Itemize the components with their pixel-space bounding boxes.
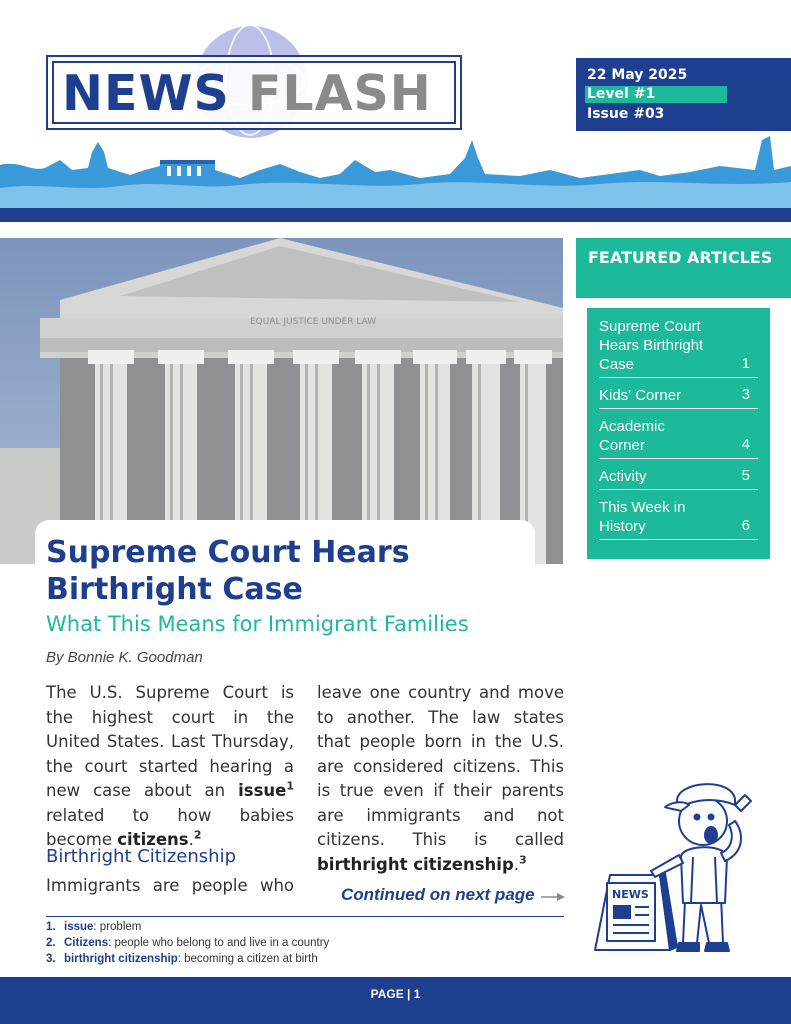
featured-item-page: 3	[741, 386, 750, 403]
term-birthright-citizenship: birthright citizenship	[317, 854, 514, 874]
featured-item-page: 4	[741, 436, 750, 453]
masthead	[0, 0, 791, 222]
issue-date: 22 May 2025	[587, 67, 688, 83]
footnote-3: 3. birthright citizenship: becoming a citizen at birth	[46, 953, 318, 965]
article-paragraph-1: The U.S. Supreme Court is the highest court in the United States. Last Thursday, the court started hearing a new case about an issue$^1$ related to how babies become citizens.$^2$	[46, 683, 294, 849]
featured-item-supreme-court[interactable]	[599, 317, 758, 378]
footnote-2: 2. Citizens: people who belong to and live in a country	[46, 937, 330, 949]
city-skyline-illustration	[0, 130, 791, 210]
featured-item-activity[interactable]	[599, 467, 758, 490]
featured-item-title: Kids' Corner	[599, 387, 682, 404]
featured-articles-title: FEATURED ARTICLES	[588, 248, 773, 267]
featured-item-title: Activity	[599, 468, 647, 485]
featured-item-academic-corner[interactable]	[599, 417, 758, 459]
footnote-1: 1. issue: problem	[46, 921, 142, 933]
term-citizens: citizens	[117, 830, 189, 849]
article-byline: By Bonnie K. Goodman	[46, 649, 203, 666]
section-heading-birthright: Birthright Citizenship	[46, 846, 237, 867]
article-paragraph-2-cont: leave one country and move to another. The law states that people born in the U.S. are considered citizens. This is true even if their parents are immigrants and not citizens. This is called birthright citizenship.$^3$	[317, 683, 564, 874]
featured-item-title: This Week in History	[599, 499, 686, 535]
article-subheadline: What This Means for Immigrant Families	[46, 612, 469, 636]
arrow-right-icon	[541, 893, 565, 901]
issue-level: Level #1	[587, 86, 656, 102]
logo-word-news: NEWS	[62, 65, 230, 122]
featured-item-kids-corner[interactable]	[599, 386, 758, 409]
issue-info-box	[576, 58, 791, 131]
featured-item-title: Supreme Court Hears Birthright Case	[599, 318, 704, 373]
logo-word-flash: FLASH	[247, 65, 432, 122]
featured-articles-header	[576, 238, 791, 298]
article-headline: Supreme Court Hears Birthright Case	[46, 535, 410, 607]
header-divider-bar	[0, 208, 791, 222]
newsboy-cartoon-illustration	[585, 765, 765, 960]
featured-item-page: 5	[741, 467, 750, 484]
featured-item-page: 6	[741, 517, 750, 534]
continued-link[interactable]: Continued on next page	[341, 885, 535, 904]
issue-number: Issue #03	[587, 106, 665, 122]
page-footer	[0, 977, 791, 1024]
featured-item-page: 1	[741, 355, 750, 372]
article-paragraph-2-start: Immigrants are people who	[46, 876, 294, 895]
frieze-inscription: EQUAL JUSTICE UNDER LAW	[250, 317, 377, 327]
sign-text: NEWS	[612, 888, 649, 901]
featured-item-title: Academic Corner	[599, 418, 665, 454]
page-number: PAGE | 1	[370, 987, 421, 1001]
footnote-divider	[46, 916, 564, 917]
logo	[46, 55, 462, 130]
term-issue: issue	[238, 781, 287, 800]
supreme-court-photo	[0, 238, 563, 564]
featured-articles-list	[587, 308, 770, 559]
featured-item-this-week-in-history[interactable]	[599, 498, 758, 540]
